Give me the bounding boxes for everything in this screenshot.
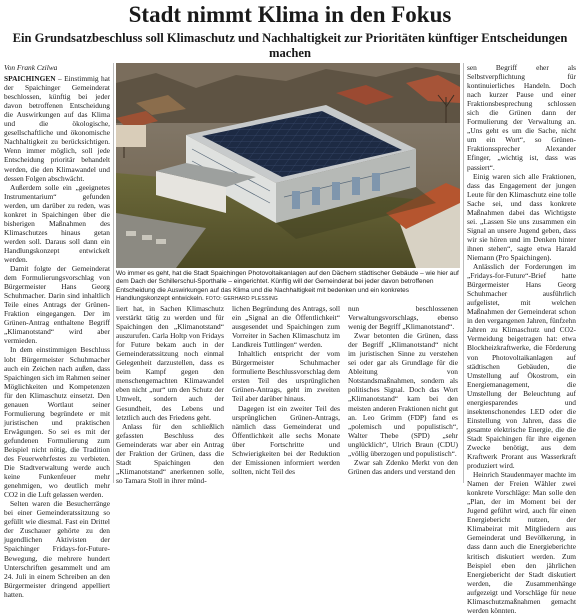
paragraph: Selten waren die Besucherränge bei einer Gemeinderatssitzung so gefüllt wie diesmal. Fast ein Drittel der Zuschauer gehörte zu den jugendlichen Aktivisten der Spaichinger Fridays-for-Future-Bewegung, die mehrere hundert Unterschriften gesammelt und am 24. Juli in einem Schreiben an den Bürgermeister dringend appelliert hatten. xyxy=(4,499,110,599)
paragraph: sen Begriff eher als Selbstverpflichtung für kontinuierliches Handeln. Doch nach kurzer Pause und einer Fraktionsbesprechung schlossen sich die Grünen dann der Formulierung der Verwaltung an. „Uns geht es um die Sache, nicht um ein Wort“, so Grünen-Fraktionssprecher Alexander Efinger, „wichtig ist, dass was passiert“. xyxy=(467,63,576,172)
paragraph: Inhaltlich entspricht der vom Bürgermeister Schuhmacher formulierte Beschlussvorschlag dem ersten Teil des ursprünglichen Grünen-Antrags, geht im zweiten Teil aber darüber hinaus. xyxy=(232,349,340,404)
paragraph: Damit folgte der Gemeinderat dem Formulierungsvorschlag von Bürgermeister Hans Georg Schuhmacher. Darin sind inhaltlich Teile eines Antrags der Grünen-Fraktion eingegangen. Der im Grünen-Antrag enthaltene Begriff „Klimanotstand“ wird aber vermieden. xyxy=(4,264,110,346)
paragraph: Zwar sah Zdenko Merkt von den Grünen das anders und verstand den xyxy=(348,457,458,476)
paragraph: Heinrich Staudenmayer machte im Namen der Freien Wähler zwei konkrete Vorschläge: Man solle den „Plan, der im Moment bei der Jugend geführt wird, auch für einen Energiebericht nutzen, der Klimabeirat mit Mitgliedern aus Gemeinderat und Bevölkerung, in dass dann auch die Energieberichte kritisch diskutiert werden. Zum Beispiel eben den jährlichen Energiebericht der Stadt diskutiert werden, die Zusammenhänge aufgezeigt und Vorschläge für neue Klimaschutzmaßnahmen gemacht werden könnten. xyxy=(467,470,576,615)
subheadline: Ein Grundsatzbeschluss soll Klimaschutz und Nachhaltigkeit zur Prioritäten künftiger Entscheidungen machen xyxy=(12,31,568,60)
paragraph: In dem einstimmigen Beschluss lobt Bürgermeister Schuhmacher auch ein Zeichen nach außen, dass Spaichingen sich im Rahmen seiner Möglichkeiten und Kompetenzen für den Klimaschutz einsetzt. Den genauen Wortlaut seiner Formulierung begründete er mit juristischen und praktischen Erwägungen. So sei es mit der gefundenen Formulierung zum Beispiel nicht nötig, die Tradition des Feuerwehrfestes zu verbieten. Die Stadtverwaltung werde auch keine Funkenfeuer mehr genehmigen, wo deutlich mehr CO2 in die Luft gelassen werden. xyxy=(4,345,110,500)
article-column-1 xyxy=(4,63,110,599)
article-column-2 xyxy=(116,304,224,484)
article-column-3 xyxy=(232,304,340,484)
paragraph: lichen Begründung des Antrags, soll ein „Signal an die Öffentlichkeit“ ausgesendet und Spaichingen zum Vorreiter in Sachen Klimaschutz im Landkreis Tuttlingen“ werden. xyxy=(232,304,340,350)
article-column-4 xyxy=(348,304,458,484)
paragraph: Außerdem solle ein „geeignetes Instrumentarium“ gefunden werden, um darüber zu reden, was konkret in Spaichingen über die bisherigen Maßnahmen des Klimaschutzes hinaus getan werden soll. Daraus soll dann ein Handlungskonzept entwickelt werden. xyxy=(4,182,110,264)
paragraph: SPAICHINGEN – Einstimmig hat der Spaichinger Gemeinderat beschlossen, künftig bei jeder davon betroffenen Entscheidung die Auswirkungen auf das Klima und die ökologische, gesellschaftliche und ökonomische Nachhaltigkeit zu berücksichtigen. Wenn immer möglich, soll jede Entscheidung prioritär behandelt werden, die den Klimawandel und dessen Folgen abschwächt. xyxy=(4,74,110,183)
paragraph: Einig waren sich alle Fraktionen, dass das Engagement der jungen Leute für den Klimaschutz eine tolle Sache sei, und dass konkrete Maßnahmen dabei das Wichtigste sei. „Lassen Sie uns zusammen ein Signal an unsere Jugend geben, dass wir sie hören und im Denken hinter ihnen stehen“, sagte etwa Harald Niemann (Pro Spaichingen). xyxy=(467,171,576,262)
paragraph: Anlässlich der Forderungen im „Fridays-for-Future“-Brief hatte Bürgermeister Hans Georg Schuhmacher ausführlich aufgelistet, mit welchen Maßnahmen der Gemeinderat schon in den vergangenen Jahren, fünfzehn Jahren zu Klimaschutz und CO2-Vermeidung beigetragen hat: etwa Blockheizkraftwerke, die Förderung von Photovoltaikanlagen auf städtischen Gebäuden, die Umstellung auf Ökostrom, ein Energiemanagement, die Umstellung der Beleuchtung auf energiesparendes und insektenschonendes LED oder die Einstellung von Jahren, dass die gesamte elektrische Energie, die die Stadt Spaichingen für ihre eigenen Zwecke benötigt, aus dem Kraftwerk Prorant aus Wasserkraft produziert wird. xyxy=(467,262,576,471)
byline: Von Frank Czilwa xyxy=(4,63,58,72)
article-column-5 xyxy=(467,63,576,615)
column-rule xyxy=(113,63,114,483)
article-photo xyxy=(116,63,460,268)
paragraph: Dagegen ist ein zweiter Teil des ursprünglichen Grünen-Antrags, nämlich dass Gemeinderat und Öffentlichkeit alle sechs Monate über Fortschritte und Schwierigkeiten bei der Reduktion der Emissionen informiert werden sollten, nicht Teil des xyxy=(232,403,340,476)
paragraph: nun beschlossenen Verwaltungsvorschlags, ebenso wenig der Begriff „Klimanotstand“. xyxy=(348,304,458,332)
dateline: SPAICHINGEN xyxy=(4,74,56,84)
photo-caption: Wo immer es geht, hat die Stadt Spaichingen Photovoltaikanlagen auf den Dächern städtischer Gebäude – wie hier auf dem Dach der Schillerschul-Sporthalle – eingerichtet. Künftig will der Gemeinderat bei jeder davon betroffenen Entscheidung die Auswirkungen auf das Klima und die Nachhaltigkeit mit bedenken und ein konkretes Handlungskonzept entwickeln. FOTO: GERHARD PLESSING xyxy=(116,270,459,302)
paragraph: Anlass für den schließlich gefassten Beschluss des Gemeinderats war aber ein Antrag der Fraktion der Grünen, dass die Stadt Spaichingen den „Klimanotstand“ anerkennen solle, so Tamara Stoll in ihrer münd- xyxy=(116,421,224,485)
paragraph: Zwar betonten die Grünen, dass der Begriff „Klimanotstand“ nicht im juristischen Sinne zu verstehen sei oder gar als Grundlage für die Ableitung von Notstandsmaßnahmen, sondern als politisches Signal. Doch das Wort „Klimanotstand“ kam bei den meisten anderen Fraktionen nicht gut an. Leo Grimm (FDP) fand es „polemisch und populistisch“, Walter Thebe (SPD) „sehr unglücklich“, Ulrich Braun (CDU) „völlig überzogen und populistisch“. xyxy=(348,331,459,458)
paragraph: liert hat, in Sachen Klimaschutz verstärkt tätig zu werden und für Spaichingen den „Klimanotstand“ auszurufen. Carla Holtp von Fridays for Future bekam auch in der Gemeinderatssitzung noch einmal Gelegenheit darzustellen, dass es beim Kampf gegen den menschengemachten Klimawandel eben nicht „nur“ um den Schutz der Umwelt, sondern auch der Gesundheit, des Lebens und letztlich auch des Friedens geht. xyxy=(116,304,224,422)
photo-credit: FOTO: GERHARD PLESSING xyxy=(205,295,279,302)
headline: Stadt nimmt Klima in den Fokus xyxy=(128,2,452,27)
column-rule xyxy=(463,63,464,483)
